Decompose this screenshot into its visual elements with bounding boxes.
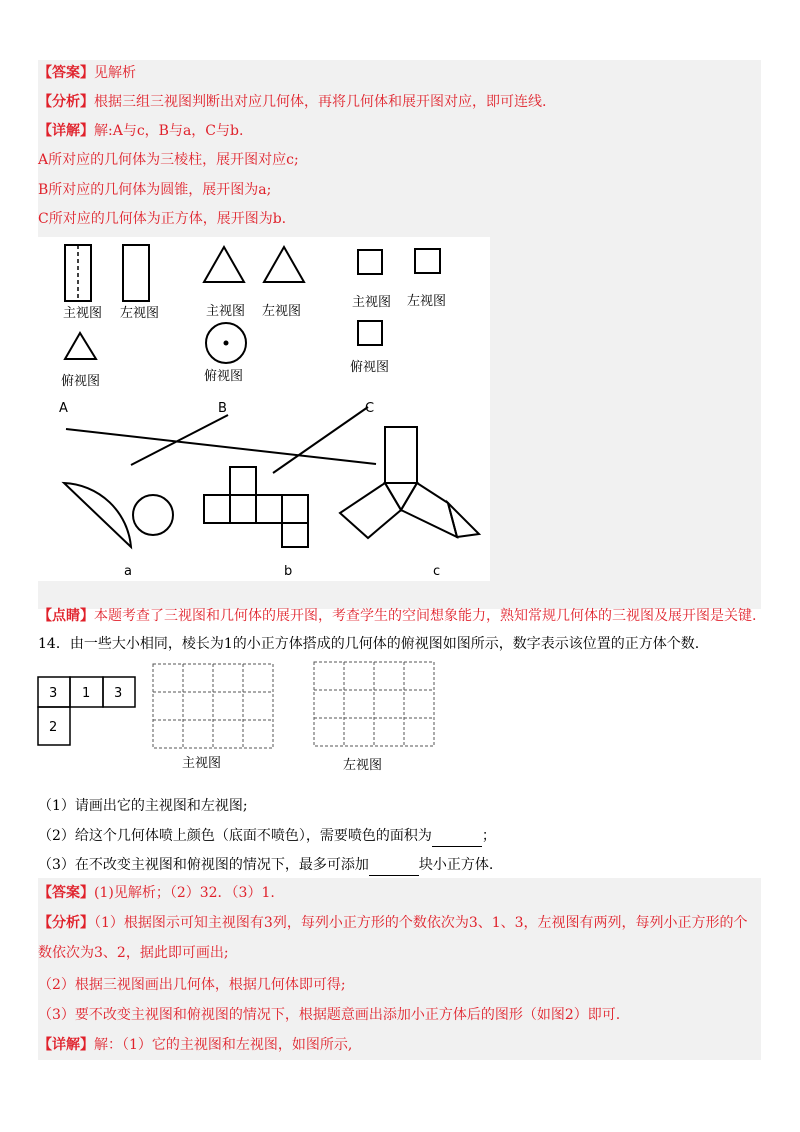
net-label-c: c — [433, 564, 441, 579]
main-view-dashed-grid — [153, 664, 273, 748]
answer-line-1: 【答案】见解析 — [38, 65, 136, 81]
cube-top-view — [358, 321, 382, 345]
cone-main-view — [204, 247, 244, 282]
group-label-B: B — [218, 401, 227, 416]
question-14-part-1: （1）请画出它的主视图和左视图; — [38, 798, 248, 814]
prism-left-view — [123, 245, 149, 301]
a-top-label: 俯视图 — [61, 374, 101, 389]
net-label-b: b — [284, 564, 293, 579]
solution-band-2 — [38, 878, 761, 1060]
cube-net — [204, 467, 308, 547]
cone-net-circle — [133, 495, 173, 535]
cone-left-view — [264, 247, 304, 282]
net-label-a: a — [124, 564, 132, 579]
count-cell-1: 3 — [49, 686, 58, 701]
left-view-dashed-grid — [314, 662, 434, 746]
analysis-line-2d: （3）要不改变主视图和俯视图的情况下，根据题意画出添加小正方体后的图形（如图2）即可. — [38, 1007, 621, 1023]
count-cell-3: 3 — [114, 686, 123, 701]
analysis-line-1: 【分析】根据三组三视图判断出对应几何体，再将几何体和展开图对应，即可连线. — [38, 94, 547, 110]
count-cell-4: 2 — [49, 720, 58, 735]
group-label-A: A — [59, 401, 68, 416]
grid-left-label: 左视图 — [343, 758, 383, 773]
detail-line-1: 【详解】解:A与c，B与a，C与b. — [38, 123, 244, 139]
question-14-figures — [37, 660, 437, 780]
match-line-B-a — [131, 415, 228, 465]
detail-line-2: 【详解】解：（1）它的主视图和左视图，如图所示, — [38, 1037, 353, 1053]
match-line-C-b — [273, 407, 368, 473]
a-main-label: 主视图 — [63, 306, 103, 321]
cone-net-sector — [64, 483, 131, 547]
group-label-C: C — [365, 401, 375, 416]
detail-sub-a: A所对应的几何体为三棱柱，展开图对应c; — [38, 152, 299, 168]
question-14-part-3: （3）在不改变主视图和俯视图的情况下，最多可添加 块小正方体. — [38, 855, 493, 876]
a-left-label: 左视图 — [120, 306, 160, 321]
cube-main-view — [358, 250, 382, 274]
grid-main-label: 主视图 — [182, 756, 222, 771]
analysis-line-2a: 【分析】（1）根据图示可知主视图有3列，每列小正方形的个数依次为3、1、3，左视图有两列，每列小正方形的个 — [38, 915, 748, 931]
answer-blank-3[interactable] — [369, 855, 419, 876]
b-top-label: 俯视图 — [204, 369, 244, 384]
question-14-part-2: （2）给这个几何体喷上颜色（底面不喷色），需要喷色的面积为 ； — [38, 826, 496, 847]
prism-top-view — [65, 333, 96, 359]
three-views-svg — [38, 237, 490, 581]
count-cell-2: 1 — [82, 686, 91, 701]
b-main-label: 主视图 — [206, 304, 246, 319]
detail-sub-c: C所对应的几何体为正方体，展开图为b. — [38, 211, 287, 227]
analysis-line-2c: （2）根据三视图画出几何体，根据几何体即可得; — [38, 977, 346, 993]
three-views-figure — [38, 237, 490, 581]
comment-line-1: 【点睛】本题考查了三视图和几何体的展开图，考查学生的空间想象能力，熟知常规几何体的三视图及展开图是关键. — [38, 608, 757, 624]
c-left-label: 左视图 — [407, 294, 447, 309]
b-left-label: 左视图 — [262, 304, 302, 319]
answer-blank-2[interactable] — [432, 826, 482, 847]
cube-left-view — [415, 249, 440, 273]
question-14-stem: 14．由一些大小相同，棱长为1的小正方体搭成的几何体的俯视图如图所示，数字表示该位置的正方体个数. — [38, 636, 700, 652]
detail-sub-b: B所对应的几何体为圆锥，展开图为a; — [38, 182, 272, 198]
c-top-label: 俯视图 — [350, 360, 390, 375]
c-main-label: 主视图 — [352, 295, 392, 310]
analysis-line-2b: 数依次为3、2，据此即可画出; — [38, 945, 229, 961]
answer-line-2: 【答案】(1)见解析；（2）32．（3）1. — [38, 885, 275, 901]
prism-net — [340, 427, 479, 538]
